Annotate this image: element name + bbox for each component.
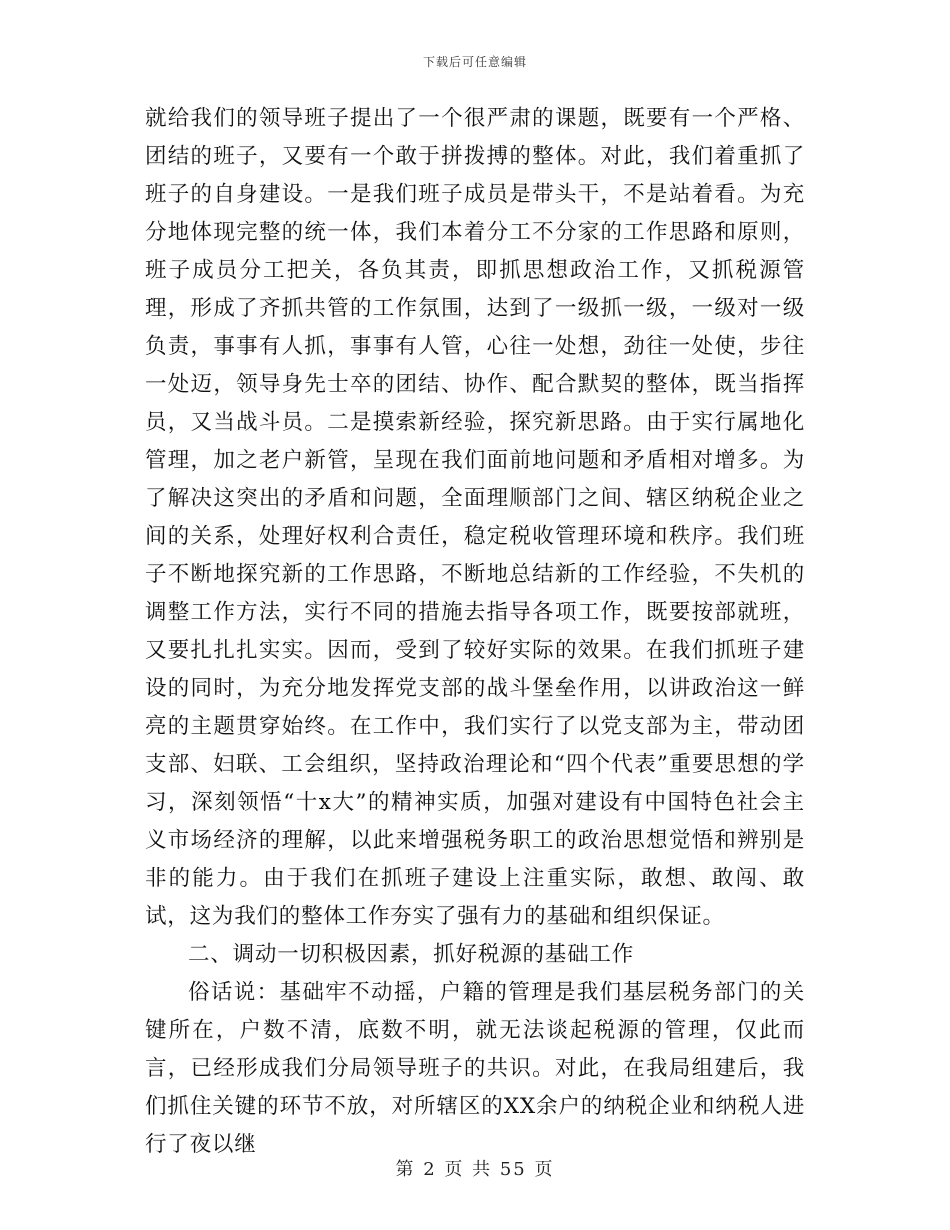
page-header-note: 下载后可任意编辑 xyxy=(422,55,527,69)
body-paragraph-continued: 就给我们的领导班子提出了一个很严肃的课题，既要有一个严格、团结的班子，又要有一个敢于拼拨搏的整体。对此，我们着重抓了班子的自身建设。一是我们班子成员是带头干，不是站着看。为充分地体现完整的统一体，我们本着分工不分家的工作思路和原则，班子成员分工把关，各负其责，即抓思想政治工作，又抓税源管理，形成了齐抓共管的工作氛围，达到了一级抓一级，一级对一级负责，事事有人抓，事事有人管，心往一处想，劲往一处使，步往一处迈，领导身先士卒的团结、协作、配合默契的整体，既当指挥员，又当战斗员。二是摸索新经验，探究新思路。由于实行属地化管理，加之老户新管，呈现在我们面前地问题和矛盾相对增多。为了解决这突出的矛盾和问题，全面理顺部门之间、辖区纳税企业之间的关系，处理好权利合责任，稳定税收管理环境和秩序。我们班子不断地探究新的工作思路，不断地总结新的工作经验，不失机的调整工作方法，实行不同的措施去指导各项工作，既要按部就班，又要扎扎扎实实。因而，受到了较好实际的效果。在我们抓班子建设的同时，为充分地发挥党支部的战斗堡垒作用，以讲政治这一鲜亮的主题贯穿始终。在工作中，我们实行了以党支部为主，带动团支部、妇联、工会组织，坚持政治理论和“四个代表”重要思想的学习，深刻领悟“十x大”的精神实质，加强对建设有中国特色社会主义市场经济的理解，以此来增强税务职工的政治思想觉悟和辨别是非的能力。由于我们在抓班子建设上注重实际，敢想、敢闯、敢试，这为我们的整体工作夯实了强有力的基础和组织保证。 xyxy=(145,106,805,929)
page-number-footer: 第 2 页 共 55 页 xyxy=(395,1159,555,1180)
document-body xyxy=(145,100,805,1164)
body-paragraph: 俗话说：基础牢不动摇，户籍的管理是我们基层税务部门的关键所在，户数不清，底数不明，就无法谈起税源的管理，仅此而言，已经形成我们分局领导班子的共识。对此，在我局组建后，我们抓住关键的环节不放，对所辖区的XX余户的纳税企业和纳税人进行了夜以继 xyxy=(145,980,805,1157)
section-heading: 二、调动一切积极因素，抓好税源的基础工作 xyxy=(188,942,635,967)
